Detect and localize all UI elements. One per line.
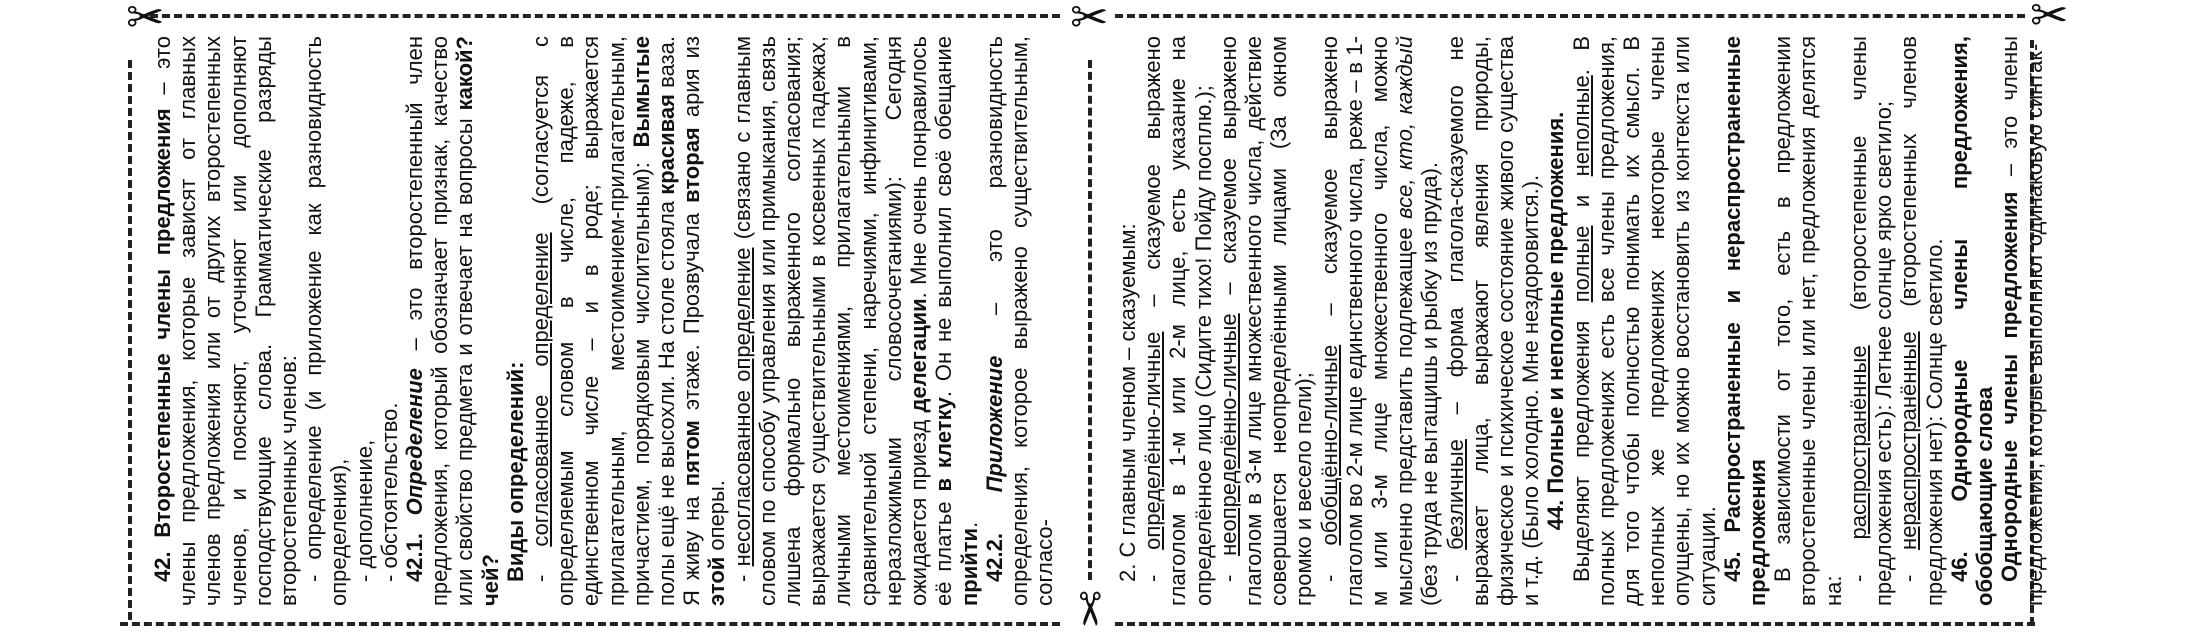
paragraph — [402, 36, 503, 606]
paragraph — [1115, 36, 1140, 606]
text-run: . — [956, 521, 982, 528]
text-run: обобщённо-личные — [1316, 344, 1342, 546]
text-run: 44. Полные и неполные предложения. — [1543, 111, 1569, 531]
paragraph — [1569, 36, 1720, 606]
text-run: (второстепенных членов предложения нет): Солнце светило. — [1896, 36, 1947, 606]
text-run: ваза. Я живу на — [654, 36, 705, 606]
text-run: – это разновидность определения, которое выражено существительным, согласо- — [981, 36, 1058, 606]
text-run: – форма глагола-сказуемого не выражает лица, выражают явления природы, физическое и психическое состояние живого существа и т.д. (Было холодно. Мне нездоровится.). — [1442, 36, 1544, 606]
paragraph — [352, 36, 377, 606]
scissors-icon-top-right: ✂ — [2030, 0, 2069, 42]
text-run: (связано с главным словом по способу управления или примыкания, связь лишена формально выраженного согласования; выражается существительными в косвенных падежах, личными местоимениями, прилагательными в сравнительной степени, наречиями, инфинитивами, неразложимыми словосочетаниями): Сегодня ожидается приезд — [729, 36, 932, 606]
scissors-icon-bottom-middle: ✂ — [1062, 589, 1117, 629]
text-run: . Мне очень понравилось её платье — [906, 36, 957, 606]
text-run: 42.1. — [402, 515, 428, 582]
text-run: – это члены предложения, которые выполняют одинаковую синтак- — [1997, 35, 2048, 606]
paragraph — [503, 36, 528, 606]
text-run: - — [528, 546, 554, 582]
text-run: - — [1316, 545, 1342, 582]
text-run: Вымытые — [628, 36, 654, 148]
text-run: – сказуемое выражено глаголом в 1-м или 2-м лице, есть указание на определённое лицо (Сидите тихо! Пойду посплю.); — [1140, 36, 1216, 606]
paragraph — [982, 36, 1058, 606]
cut-line-left — [128, 60, 132, 620]
cut-line-bottom — [120, 622, 1060, 626]
text-run: . В полных предложениях есть все члены предложения, для того чтобы полностью понимать их смысл. В неполных же предложениях некоторые члены опущены, но их можно восстановить из контекста или ситуации. — [1568, 35, 1720, 606]
text-run: и — [1568, 176, 1594, 226]
card-right — [1115, 35, 2048, 606]
text-run: делегации — [906, 298, 932, 413]
text-run: безличные — [1442, 439, 1468, 550]
text-run: вторая — [679, 127, 705, 203]
text-run: - — [1896, 549, 1922, 582]
text-run: красивая — [654, 94, 680, 195]
paragraph — [528, 36, 730, 606]
text-run: 2. С главным членом – сказуемым: — [1115, 223, 1140, 582]
text-run: определённо-личные — [1140, 331, 1166, 550]
text-run: Выделяют предложения — [1568, 302, 1594, 582]
text-run: полы ещё не высохли. На столе стояла — [654, 194, 680, 606]
text-run: – это второстепенный член предложения, который обозначает признак, качество или свойство предмета и отвечает на вопросы — [402, 36, 478, 606]
text-run: прийти — [956, 527, 982, 606]
text-run: – сказуемое выражено глаголом в 3-м лице множественного числа, действие совершается неопределёнными лицами (За окном громко и весело пели); — [1215, 36, 1317, 606]
text-run: - — [1140, 549, 1166, 582]
paragraph — [150, 36, 301, 606]
text-run: 45. Распространенные и нераспространенные предложения — [1719, 36, 1771, 606]
paragraph — [1443, 36, 1544, 606]
text-run: несогласованное определение — [729, 247, 755, 567]
text-run: нераспространённые — [1896, 331, 1922, 550]
text-run: распространённые — [1845, 345, 1871, 540]
paragraph — [377, 36, 402, 606]
text-run: (согласуется с определяемым словом в числе, падеже, в единственном числе – и в роде; выражается прилагательным, местоимением-прилагательным, причастием, порядковым числительным): — [528, 36, 654, 606]
text-run: неполные — [1568, 75, 1594, 177]
text-run: Приложение — [981, 355, 1007, 493]
text-run: согласованное определение — [528, 232, 554, 547]
paragraph — [1770, 36, 1846, 606]
cut-line-bottom-right — [1115, 622, 2035, 626]
text-run: Однородные члены предложения — [1997, 191, 2023, 582]
text-run: ария из — [679, 35, 705, 128]
text-run: какой? чей? — [452, 36, 503, 606]
text-run: пятом — [679, 420, 705, 487]
text-run: этаже. Прозвучала — [679, 202, 705, 421]
text-run: – это члены предложения, которые зависят от главных членов предложения или от других второстепенных членов, и поясняют, уточняют или дополняют господствующие слова. Грамматические разряды второстепенных членов: — [150, 36, 302, 606]
text-run: неопределённо-личные — [1215, 313, 1241, 556]
text-run: полные — [1568, 225, 1594, 303]
text-run: - обстоятельство. — [376, 402, 402, 582]
paragraph — [1947, 36, 1997, 606]
text-run: - определение (и приложение как разновидность определения), — [301, 36, 352, 606]
paragraph — [1846, 36, 1896, 606]
paragraph — [1543, 36, 1568, 606]
text-run: все, кто, каждый — [1392, 36, 1418, 219]
paragraph — [1997, 36, 2047, 606]
scissors-icon-top-middle: ✂ — [1070, 0, 1109, 44]
text-run: – сказуемое выражено глаголом во 2-м лице единственного числа, реже – в 1-м или 3-м лице множественного числа, можно мысленно представить подлежащее — [1316, 36, 1418, 606]
paragraph — [1216, 36, 1317, 606]
paragraph — [1896, 36, 1946, 606]
paragraph — [301, 36, 351, 606]
text-run: 46. Однородные члены предложения, обобщающие слова — [1946, 36, 1997, 606]
text-run: (без труда не вытащишь и рыбку из пруда). — [1417, 161, 1443, 606]
text-run: 42. Второстепенные члены предложения — [150, 108, 175, 582]
cut-line-top-right — [1115, 14, 2025, 18]
cut-line-middle — [1088, 60, 1092, 580]
text-run: . Он не выполнил своё обещание — [931, 36, 957, 398]
card-left — [150, 36, 1075, 606]
paragraph — [730, 36, 982, 606]
paragraph — [1140, 36, 1216, 606]
text-run: Виды определений: — [502, 361, 528, 582]
text-run: Определение — [402, 368, 428, 516]
text-run: В зависимости от того, есть в предложении второстепенные члены или нет, предложения делятся на: — [1770, 36, 1846, 606]
text-run: 42.2. — [981, 492, 1007, 582]
text-run: (второстепенные члены предложения есть): Летнее солнце ярко светило; — [1845, 36, 1897, 606]
scissors-icon-top-left: ✂ — [126, 0, 165, 44]
cut-line-top — [150, 14, 1060, 18]
card-right-text — [1115, 36, 2048, 606]
card-left-text — [150, 36, 1057, 606]
text-run: - — [729, 566, 755, 582]
paragraph — [1317, 36, 1443, 606]
text-run: этой — [704, 556, 730, 606]
text-run: в клетку — [931, 397, 957, 492]
text-run: - — [1215, 555, 1241, 582]
paragraph — [1720, 36, 1770, 606]
text-run: оперы. — [704, 480, 730, 557]
text-run: - — [1845, 539, 1871, 582]
text-run: - дополнение, — [351, 439, 377, 582]
text-run: - — [1442, 549, 1468, 582]
